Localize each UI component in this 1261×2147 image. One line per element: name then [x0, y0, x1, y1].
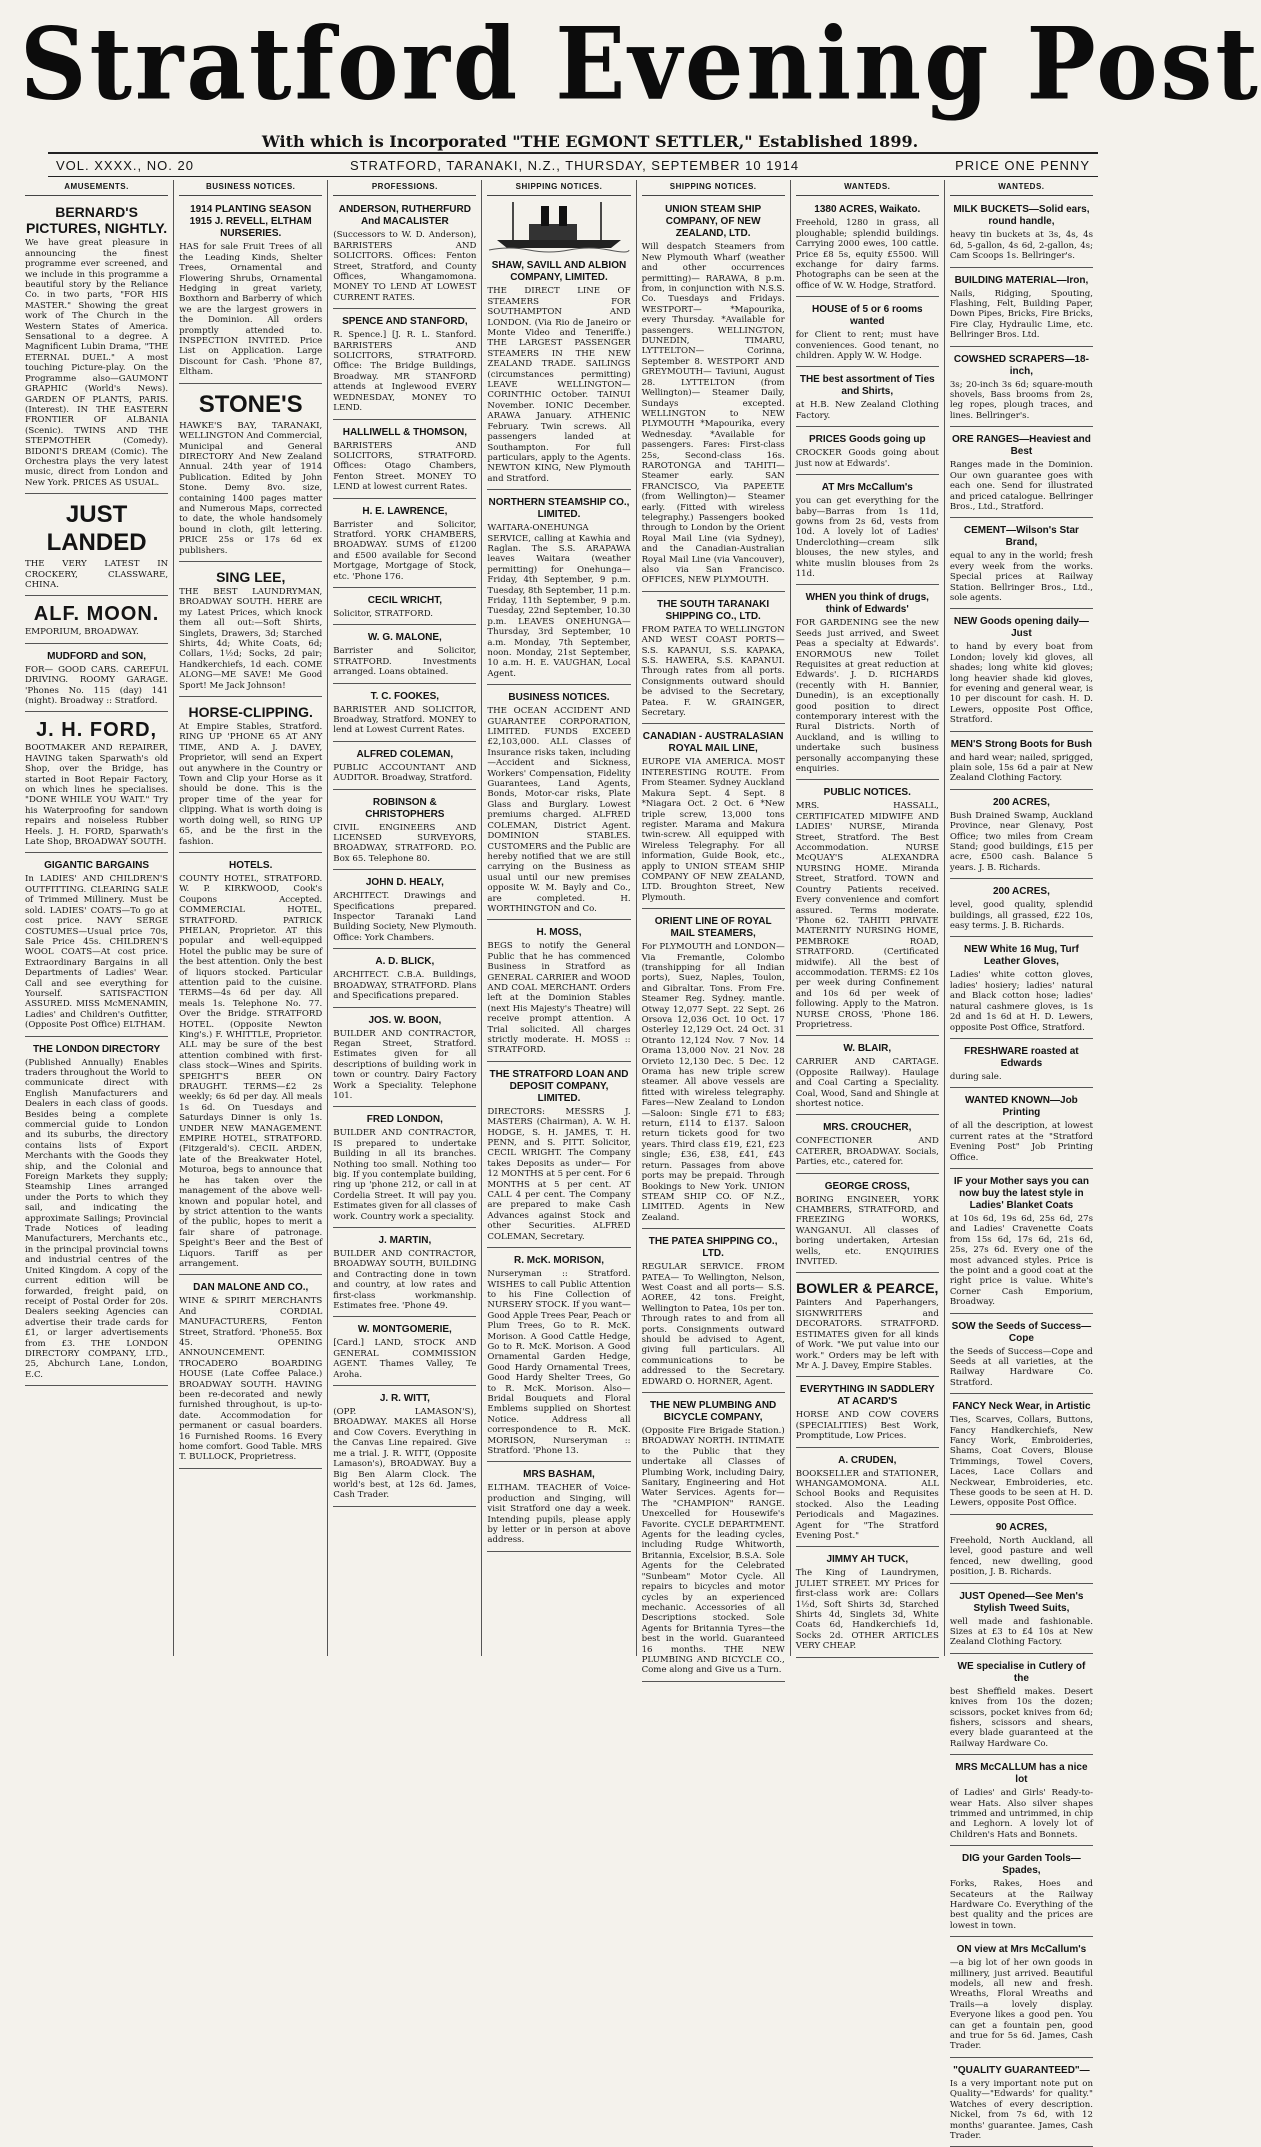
advertisement-heading: ORIENT LINE OF ROYAL MAIL STEAMERS, — [654, 916, 772, 940]
advertisement — [796, 783, 939, 1036]
advertisement-heading: UNION STEAM SHIP COMPANY, OF NEW ZEALAND, LTD. — [665, 204, 762, 240]
advertisement — [333, 952, 476, 1007]
advertisement-heading: SPENCE AND STANFORD, — [342, 316, 468, 328]
advertisement-heading: DIG your Garden Tools—Spades, — [962, 1853, 1081, 1877]
advertisement-heading: DAN MALONE AND CO., — [193, 1282, 309, 1294]
advertisement-body: Ranges made in the Dominion. Our own guarantee goes with each one. Send for illustrated and priced catalogue. Bellringer Bros., Ltd., Stratford. — [949, 460, 1093, 512]
advertisement-heading: NORTHERN STEAMSHIP CO., LIMITED. — [488, 497, 630, 521]
advertisement-heading: A. CRUDEN, — [838, 1454, 897, 1466]
advertisement — [487, 1251, 630, 1462]
advertisement-body: and hard wear; nailed, sprigged, plain sole, 15s 6d a pair at New Zealand Clothing Factory. — [949, 752, 1093, 784]
advertisement-body: ELTHAM. TEACHER of Voice-production and Singing, will visit Stratford one day a week. Intending pupils, please apply by letter or in person at above address. — [487, 1483, 631, 1546]
advertisement — [950, 1657, 1093, 1755]
advertisement — [796, 478, 939, 585]
advertisement — [333, 502, 476, 588]
advertisement-body: of Ladies' and Girls' Ready-to-wear Hats. Also silver shapes trimmed and untrimmed, in chip and Leghorn. A lovely lot of Children's Hats and Bonnets. — [949, 1788, 1093, 1840]
advertisement — [796, 1380, 939, 1447]
advertisement — [796, 1550, 939, 1657]
advertisement-body: Nails, Ridging, Spouting, Flashing, Felt, Building Paper, Down Pipes, Bricks, Fire Bricks, Fire Clay, Hydraulic Lime, etc. Bellringer Bros. Ltd. — [949, 288, 1093, 341]
column-heading: WANTEDS. — [950, 180, 1093, 196]
advertisement — [642, 727, 785, 909]
advertisement-body: EUROPE VIA AMERICA. MOST INTERESTING ROUTE. From From Steamer. Sydney Auckland Makura Sept. 4 Sept. 8 *Niagara Oct. 2 Oct. 6 *New triple screw, 13,000 tons register. Marama and Makura twin-screw. All equipped with Wireless Telegraphy. For all information, Guide Book, etc., apply to UNION STEAM SHIP COMPANY OF NEW ZEALAND, LTD. Broughton Street, New Plymouth. — [641, 757, 785, 903]
advertisement — [179, 387, 322, 562]
volume-number: VOL. XXXX., NO. 20 — [56, 157, 194, 173]
column-7 — [945, 180, 1098, 2141]
advertisement-body: WINE & SPIRIT MERCHANTS And CORDIAL MANUFACTURERS, Fenton Street, Stratford. 'Phone55. Box 45. OPENING ANNOUNCEMENT. TROCADERO BOARDING HOUSE (Late Coffee Palace.) BROADWAY SOUTH. HAVING been re-decorated and newly furnished throughout, is up-to-date. Accommodation for permanent or casual boarders. 16 Furnished Rooms. 16 Every home comfort. Good Table. MRS T. BULLOCK, Proprietress. — [179, 1296, 323, 1463]
advertisement — [333, 1011, 476, 1108]
advertisement — [642, 200, 785, 591]
advertisement — [179, 565, 322, 697]
advertisement-body: Solicitor, STRATFORD. — [333, 608, 434, 619]
advertisement — [796, 588, 939, 780]
advertisement-body: of all the description, at lowest current rates at the "Stratford Evening Post" Job Printing Office. — [949, 1121, 1093, 1163]
advertisement-body: to hand by every boat from London; lovely kid gloves, all shades; long white kid gloves; long heavier shade kid gloves, for evening and general wear, is 10 per discount for cash. H. D. Lewers, opposite Post Office, Stratford. — [949, 642, 1093, 726]
advertisement — [950, 1091, 1093, 1169]
advertisement — [333, 873, 476, 949]
advertisement-body: Freehold, North Auckland, all level, good pasture and well fenced, new dwelling, good position, J. B. Richards. — [949, 1535, 1093, 1578]
advertisement — [950, 882, 1093, 937]
advertisement — [796, 1039, 939, 1115]
advertisement-heading: THE SOUTH TARANAKI SHIPPING CO., LTD. — [657, 598, 770, 622]
advertisement-heading: A. D. BLICK, — [375, 956, 435, 968]
advertisement — [950, 793, 1093, 879]
advertisement-heading: 200 ACRES, — [992, 886, 1050, 898]
advertisement-body: BUILDER AND CONTRACTOR, BROADWAY SOUTH, BUILDING and Contracting done in town and country, at low rates and first-class workmanship. Estimates free. 'Phone 49. — [333, 1249, 477, 1312]
advertisement-body: BOOKSELLER and STATIONER, WHANGAMOMONA. ALL School Books and Requisites stocked. Also the Leading Periodicals and Magazines. Agent for "The Stratford Evening Post." — [795, 1468, 939, 1541]
advertisement-body: Ladies' white cotton gloves, ladies' hosiery; ladies' natural and Black cotton hose; ladies' natural cashmere gloves, is 1s 2d and 1s 6d at H. D. Lewers, opposite Post Office, Stratford. — [949, 970, 1093, 1033]
advertisement-body: —a big lot of her own goods in millinery, just arrived. Beautiful models, all new and fresh. Wreaths, Floral Wreaths and Trails—a lovely display. Everyone likes a good pen. You can get a fountain pen, good and true for 5s 6d. James, Cash Trader. — [949, 1958, 1093, 2052]
advertisement-heading: HORSE-CLIPPING. — [188, 704, 313, 721]
advertisement — [25, 856, 168, 1036]
advertisement-heading: HALLIWELL & THOMSON, — [342, 426, 467, 438]
advertisement-heading: JUST Opened—See Men's Stylish Tweed Suits, — [959, 1590, 1084, 1614]
advertisement — [796, 300, 939, 367]
advertisement-body: FOR— GOOD CARS. CAREFUL DRIVING. ROOMY GARAGE. 'Phones No. 115 (day) 141 (night). Broadway :: Stratford. — [25, 664, 169, 706]
advertisement — [333, 1320, 476, 1386]
advertisement — [25, 715, 168, 853]
advertisement — [950, 1849, 1093, 1937]
advertisement-heading: MRS. CROUCHER, — [823, 1122, 912, 1134]
advertisement-body: Barrister and Solicitor, STRATFORD. Investments arranged. Loans obtained. — [333, 646, 477, 678]
advertisement — [950, 940, 1093, 1038]
advertisement-body: BARRISTER AND SOLICITOR, Broadway, Stratford. MONEY to lend at Lowest Current Rates. — [333, 704, 477, 736]
advertisement — [796, 1118, 939, 1173]
advertisement-body: The King of Laundrymen, JULIET STREET. MY Prices for first-class work are: Collars 1½d, Soft Shirts 3d, Starched Shirts 4d, Singlets 3d, White Coats 6d, Handkerchiefs 1d, Socks 2d. OTHER ARTICLES VERY CHEAP. — [795, 1568, 939, 1652]
advertisement — [333, 1110, 476, 1228]
advertisement-body: Is a very important note put on Quality—"Edwards' for quality." Watches of every description. Nickel, from 7s 6d, with 12 months' guarantee. James, Cash Trader. — [949, 2078, 1093, 2141]
advertisement-body: HORSE AND COW COVERS (SPECIALITIES) Best Work, Promptitude, Low Prices. — [795, 1410, 939, 1442]
advertisement-body: the Seeds of Success—Cope and Seeds at all varieties, at the Railway Hardware Co. Stratford. — [949, 1346, 1093, 1388]
advertisement-body: at 10s 6d, 19s 6d, 25s 6d, 27s and Ladies' Cravenette Coats from 15s 6d, 17s 6d, 21s 6d, 25s, 27s 6d. Every one of the most advanced styles. Price is the point and a good coat at the right price is value. White's Corner Cash Emporium, Broadway. — [949, 1213, 1093, 1308]
advertisement-heading: HOUSE of 5 or 6 rooms wanted — [811, 304, 923, 328]
advertisement-heading: MILK BUCKETS—Solid ears, round handle, — [953, 204, 1090, 228]
advertisement-body: Freehold, 1280 in grass, all ploughable; splendid buildings. Carrying 2000 ewes, 100 cattle. Price £8 5s, equity £5500. Will exchange for dairy farms. Photographs can be seen at the office of W. W. Hodge, Stratford. — [795, 218, 939, 291]
advertisement — [487, 688, 630, 920]
newspaper-columns — [20, 180, 1098, 2141]
column-heading: PROFESSIONS. — [333, 180, 476, 196]
advertisement-heading: R. McK. MORISON, — [513, 1255, 604, 1267]
advertisement-heading: JOHN D. HEALY, — [365, 877, 444, 889]
column-heading: SHIPPING NOTICES. — [642, 180, 785, 196]
advertisement-heading: JUST LANDED — [46, 501, 147, 557]
advertisement-body: (Successors to W. D. Anderson), BARRISTERS AND SOLICITORS. Offices: Fenton Street, Stratford, and County Offices, Whangamomona. MONEY TO LEND AT LOWEST CURRENT RATES. — [333, 230, 477, 303]
advertisement — [796, 1451, 939, 1548]
advertisement-heading: T. C. FOOKES, — [370, 690, 440, 702]
column-4 — [482, 180, 636, 1656]
column-heading: WANTEDS. — [796, 180, 939, 196]
advertisement-heading: W. BLAIR, — [843, 1043, 892, 1055]
advertisement-heading: J. H. FORD, — [36, 719, 158, 742]
advertisement-body: ARCHITECT. Drawings and Specifications prepared. Inspector Taranaki Land Building Society, New Plymouth. Office: York Chambers. — [333, 891, 477, 943]
advertisement-heading: GEORGE CROSS, — [824, 1180, 910, 1192]
advertisement-heading: JIMMY AH TUCK, — [826, 1554, 909, 1566]
advertisement — [796, 200, 939, 297]
advertisement-body: BARRISTERS AND SOLICITORS, STRATFORD. Offices: Otago Chambers, Fenton Street. MONEY TO LEND at lowest current Rates. — [333, 440, 477, 493]
advertisement-heading: GIGANTIC BARGAINS — [44, 860, 150, 872]
advertisement-body: CROCKER Goods going about just now at Edwards'. — [795, 448, 939, 469]
advertisement-body: BUILDER AND CONTRACTOR, IS prepared to undertake Building in all its branches. Nothing too small. Nothing too big. If you contemplate building, ring up 'phone 212, or call in at Cordelia Street. It will pay you. Estimates given for all classes of work. Country work a speciality. — [333, 1128, 477, 1222]
advertisement — [950, 350, 1093, 428]
advertisement-heading: ALF. MOON. — [33, 603, 160, 626]
advertisement-body: THE VERY LATEST IN CROCKERY, CLASSWARE, CHINA. — [25, 559, 169, 590]
advertisement-body: Forks, Rakes, Hoes and Secateurs at the Railway Hardware Co. Everything of the best quality and the prices are lowest in town. — [949, 1879, 1093, 1931]
advertisement — [25, 200, 168, 494]
advertisement-heading: STONE'S — [198, 390, 303, 418]
advertisement — [333, 745, 476, 790]
advertisement-body: Will despatch Steamers from New Plymouth Wharf (weather and other occurrences permitting)— RARAWA, 8 p.m. from, in conjunction with N.S.S. Co. Tuesdays and Fridays. WESTPORT— *Mapourika, every Thursday. *Available for passengers. WELLINGTON, DUNEDIN, TIMARU, LYTTELTON— Corinna, September 8. WESTPORT AND GREYMOUTH— Taviuni, August 28. LYTTELTON (from Wellington)— Steamer Daily, Sundays excepted. WELLINGTON to NEW PLYMOUTH *Mapourika, every Wednesday. *Available for passengers. Fares: First-class 25s, Second-class 16s. RAROTONGA and TAHITI— Steamer early. SAN FRANCISCO, Via PAPEETE (from Wellington)— Steamer early. (Fitted with wireless telegraphy.) Passengers booked through to London by the Orient Royal Mail Line (via Sydney), and the Canadian-Australian Royal Mail Line (via Vancouver), also via San Francisco. OFFICES, NEW PLYMOUTH. — [641, 242, 785, 586]
advertisement-body: (Opposite Fire Brigade Station.) BROADWAY NORTH. INTIMATE to the Public that they undertake all Classes of Plumbing Work, including Dairy, Sanitary, Engineering and Hot Water Services. Agents for— The "CHAMPION" RANGE. Unexcelled for Housewife's Favorite. CYCLE DEPARTMENT. Agents for the leading cycles, including Rudge Whitworth, Britannia, Excelsior, B.S.A. Sole Agents for the Celebrated "Sunbeam" Motor Cycle. All repairs to bicycles and motor cycles by an experienced mechanic. Accessories of all Descriptions stocked. Sole Agents for Britannia Tyres—the best in the world. Guaranteed 16 months. THE NEW PLUMBING AND BICYCLE CO., Come along and Give us a Turn. — [641, 1426, 785, 1676]
advertisement-body: (Published Annually) Enables traders throughout the World to communicate direct with English Manufacturers and Dealers in each class of goods. Besides being a complete commercial guide to London and its suburbs, the directory contains lists of Export Merchants with the Goods they ship, and the Colonial and Foreign Markets they supply; Steamship Lines arranged under the Ports to which they sail, and indicating the approximate Sailings; Provincial Trade Notices of leading Manufacturers, Merchants etc., in the principal provincial towns and industrial centres of the United Kingdom. A copy of the current edition will be forwarded, freight paid, on receipt of Postal Order for 20s. Dealers seeking Agencies can advertise their trade cards for £1, or larger advertisements from £3. THE LONDON DIRECTORY COMPANY, LTD., 25, Abchurch Lane, London, E.C. — [25, 1057, 169, 1380]
advertisement-heading: SHAW, SAVILL AND ALBION COMPANY, LIMITED. — [491, 260, 627, 284]
advertisement-heading: NEW Goods opening daily—Just — [953, 616, 1089, 640]
advertisement-heading: THE STRATFORD LOAN AND DEPOSIT COMPANY, LIMITED. — [489, 1068, 629, 1104]
advertisement — [950, 1518, 1093, 1584]
advertisement — [487, 923, 630, 1061]
advertisement — [333, 1389, 476, 1507]
advertisement-body: Nurseryman :: Stratford. WISHES to call Public Attention to his Fine Collection of NURSERY STOCK. If you want— Good Apple Trees Pear, Peach or Plum Trees, Go to R. McK. Morison. A Good Cattle Hedge, Go to R. McK. Morison. A Good Ornamental Garden Hedge, Good Hardy Ornamental Trees, Good Hardy Shelter Trees, Go to R. McK. Morison. Also— Bridal Bouquets and Floral Emblems supplied on Shortest Notice. Address all correspondence to R. McK. MORISON, Nurseryman :: Stratford. 'Phone 13. — [487, 1269, 631, 1456]
advertisement-body: 3s; 20-inch 3s 6d; square-mouth shovels, Bass brooms from 2s, leg ropes, plough traces, and lines. Bellringer's. — [949, 379, 1093, 421]
advertisement — [25, 599, 168, 643]
advertisement-heading: NEW White 16 Mug, Turf Leather Gloves, — [964, 944, 1079, 968]
advertisement-body: We have great pleasure in announcing the finest programme ever screened, and we include in this programme a beautiful story by the Reliance Co. in two parts, "FOR HIS MASTER." Showing the great work of The Church in the Western States of America. Sensational to a degree. A Magnificent Lubin Drama, "THE ETERNAL DUEL." A most touching Picture-play. On the Programme also—GAUMONT GRAPHIC (World's News). GARDEN OF PLANTS, PARIS. (Interest). IN THE EASTERN FRONTIER OF ALBANIA (Scenic). TWINS AND THE STEPMOTHER (Comedy). BIDONI'S DREAM (Comic). The Orchestra plays the very latest music, direct from London and New York. PRICES AS USUAL. — [25, 238, 169, 488]
advertisement-body: HAS for sale Fruit Trees of all the Leading Kinds, Shelter Trees, Ornamental and Flowering Shrubs, Ornamental Hedging in great variety, Boxthorn and Barberry of which we are the largest growers in the Dominion. All orders promptly attended to. INSPECTION INVITED. Price List on Application. Large Discount for Cash. 'Phone 87, Eltham. — [179, 242, 323, 378]
column-heading: BUSINESS NOTICES. — [179, 180, 322, 196]
advertisement — [950, 200, 1093, 267]
advertisement — [950, 735, 1093, 790]
advertisement-heading: BUSINESS NOTICES. — [508, 692, 610, 704]
column-3 — [328, 180, 482, 1656]
advertisement-body: Barrister and Solicitor, Stratford. YORK CHAMBERS, BROADWAY. SUMS of £1200 and £500 available for Second Mortgage, Mortgage of Stock, etc. 'Phone 176. — [333, 519, 477, 582]
advertisement-heading: EVERYTHING IN SADDLERY AT ACARD'S — [799, 1384, 935, 1408]
advertisement — [25, 497, 168, 596]
advertisement-body: during sale. — [949, 1071, 1002, 1082]
advertisement-body: DIRECTORS: MESSRS J. MASTERS (Chairman), A. W. H. HODGE, S. H. JAMES, T. H. PENN, and S. PITT. Solicitor, CECIL WRIGHT. The Company takes Deposits as under— For 12 MONTHS at 5 per cent. For 6 MONTHS at 5 per cent. AT CALL 4 per cent. The Company are prepared to make Cash Advances against Stock and other Securities. ALFRED COLEMAN, Secretary. — [487, 1106, 631, 1242]
advertisement-body: FOR GARDENING see the new Seeds just arrived, and Sweet Peas a specialty at Edwards'. ENORMOUS new Toilet Requisites at great reduction at Edwards'. J. D. RICHARDS (recently with H. Bannier, Dunedin), is an exceptionally good position to direct contemporary interest with the Rural Districts. North of Auckland, and is willing to undertake such business personally accompanying these enquiries. — [795, 618, 939, 775]
price: PRICE ONE PENNY — [955, 157, 1090, 173]
advertisement-heading: MUDFORD and SON, — [47, 650, 147, 662]
advertisement-heading: ORE RANGES—Heaviest and Best — [951, 434, 1091, 458]
advertisement-heading: CEMENT—Wilson's Star Brand, — [963, 525, 1079, 549]
advertisement — [642, 1232, 785, 1393]
advertisement — [950, 521, 1093, 609]
advertisement-heading: SOW the Seeds of Success—Cope — [951, 1320, 1092, 1344]
masthead-subtitle: With which is Incorporated "THE EGMONT SETTLER," Established 1899. — [261, 132, 919, 151]
advertisement-heading: "QUALITY GUARANTEED"— — [953, 2064, 1090, 2076]
advertisement-heading: THE best assortment of Ties and Shirts, — [799, 374, 935, 398]
advertisement-body: In LADIES' AND CHILDREN'S OUTFITTING. CLEARING SALE of Trimmed Millinery. Must be sold. LADIES' COATS—To go at cost price. NAVY SERGE COSTUMES—Usual price 70s, Sale Price 45s. CHILDREN'S WOOL COATS—At cost price. Extraordinary Bargains in all Departments of Ladies' Wear. Call and see everything for Yourself. SATISFACTION ASSURED. MISS McMENAMIN, Ladies' and Children's Outfitter, (Opposite Post Office) ELTHAM. — [25, 874, 169, 1031]
advertisement-body: for Client to rent; must have conveniences. Good tenant, no children. Apply W. W. Hodge. — [795, 330, 939, 362]
advertisement-heading: MRS BASHAM, — [523, 1469, 595, 1481]
column-2 — [174, 180, 328, 1656]
advertisement-heading: THE LONDON DIRECTORY — [32, 1043, 161, 1055]
advertisement — [950, 1317, 1093, 1395]
advertisement-body: at H.B. New Zealand Clothing Factory. — [795, 400, 939, 421]
column-heading: AMUSEMENTS. — [25, 180, 168, 196]
advertisement-heading: WANTED KNOWN—Job Printing — [965, 1095, 1078, 1119]
advertisement-heading: JOS. W. BOON, — [368, 1014, 442, 1026]
advertisement — [333, 200, 476, 309]
advertisement-body: At Empire Stables, Stratford. RING UP 'PHONE 65 AT ANY TIME, AND A. J. DAVEY, Proprietor, will send an Expert out anywhere in the Country or Town and Clip your Horse as it should be done. This is the proper time of the year for clipping. What is worth doing is worth doing well, so RING UP 65, and be the first in the fashion. — [179, 722, 323, 847]
advertisement-body: Bush Drained Swamp, Auckland Province, near Glenavy, Post Office; two miles from Cream Stand; good buildings, £15 per acre, £500 cash. Balance 5 years. J. B. Richards. — [949, 810, 1093, 873]
advertisement-heading: J. R. WITT, — [379, 1393, 430, 1405]
advertisement — [25, 1040, 168, 1387]
advertisement-body: FROM PATEA TO WELLINGTON AND WEST COAST PORTS— S.S. KAPANUI, S.S. KAPAKA, S.S. HAWERA, S.S. KAPANUI. Through rates from all ports. Consignments outward should be advised to the Secretary, Patea. F. W. GRAINGER, Secretary. — [641, 624, 785, 719]
advertisement — [333, 591, 476, 625]
steamship-illustration — [487, 200, 630, 252]
advertisement — [796, 370, 939, 427]
advertisement — [179, 200, 322, 383]
advertisement-body: BOOTMAKER AND REPAIRER, HAVING taken Sparwath's old Shop, over the Bridge, has started in Boot Repair Factory, on which lines he specialises. "DONE WHILE YOU WAIT." Try his Waterproofing for sandown repairs and noiseless Rubber Heels. J. H. FORD, Sparwath's Late Shop, BROADWAY SOUTH. — [25, 743, 169, 848]
advertisement-heading: THE PATEA SHIPPING CO., LTD. — [648, 1236, 778, 1260]
advertisement — [950, 1397, 1093, 1515]
advertisement-body: you can get everything for the baby—Barras from 1s 11d, gowns from 2s 6d, vests from 10d. A lovely lot of Ladies' Underclothing—cream silk blouses, the new styles, and white muslin blouses from 2s 11d. — [795, 496, 939, 579]
advertisement-body: level, good quality, splendid buildings, all grassed, £22 10s, easy terms. J. B. Richards. — [949, 900, 1093, 932]
advertisement — [333, 312, 476, 419]
column-1 — [20, 180, 174, 1656]
advertisement — [487, 1465, 630, 1551]
advertisement-body: THE OCEAN ACCIDENT AND GUARANTEE CORPORATION, LIMITED. FUNDS EXCEED £2,103,000. ALL Classes of Insurance risks taken, including—Accident and Sickness, Workers' Compensation, Fidelity Guarantees, Land Agents, Bonds, Motor-car risks, Plate Glass and Burglary. Lowest premiums charged. ALFRED COLEMAN, District Agent. DOMINION STABLES. CUSTOMERS and the Public are hereby notified that we are still carrying on the Business as usual until our new premises opposite W. M. Bayly and Co., are completed. H. WORTHINGTON and Co. — [487, 706, 631, 914]
advertisement — [487, 256, 630, 490]
advertisement-body: COUNTY HOTEL, STRATFORD. W. P. KIRKWOOD, Cook's Coupons Accepted. COMMERCIAL HOTEL, STRATFORD. PATRICK PHELAN, Proprietor. AT this popular and well-equipped Hotel the public may be sure of the best attention. Only the best of liquors stocked. Particular attention paid to the cuisine. TERMS—4s 6d per day. All meals 1s. Telephone No. 77. Over the Bridge. STRATFORD HOTEL. (Opposite Newton King's.) F. WHITTLE, Proprietor. ALL may be sure of the best attention combined with first-class stock—Wines and Spirits. SPEIGHT'S BEER ON DRAUGHT. TERMS—£2 2s weekly; 6s 6d per day. All meals 1s 6d. On Tuesdays and Saturdays Dinner is only 1s. UNDER NEW MANAGEMENT. EMPIRE HOTEL, STRATFORD. (Fitzgerald's). CECIL ARDEN, late of the Breakwater Hotel, Moturoa, begs to announce that he has taken over the management of the above well-known and popular hotel, and by strict attention to the wants of the public, hopes to merit a fair share of patronage. Speight's Beer and the Best of Liquors. Tariff as per arrangement. — [179, 873, 323, 1269]
column-6 — [791, 180, 945, 1656]
place-date: STRATFORD, TARANAKI, N.Z., THURSDAY, SEPTEMBER 10 1914 — [349, 157, 800, 173]
advertisement — [333, 628, 476, 683]
advertisement-body: heavy tin buckets at 3s, 4s, 4s 6d, 5-gallon, 4s 6d, 2-gallon, 4s; Cam Scoops 1s. Bellringer's. — [949, 230, 1093, 262]
advertisement-body: equal to any in the world; fresh every week from the works. Special prices at Railway Station. Bellringer Bros., Ltd., sole agents. — [949, 551, 1093, 603]
advertisement-body: (OPP. LAMASON'S), BROADWAY. MAKES all Horse and Cow Covers. Everything in the Canvas Line repaired. Give me a trial. J. R. WITT, (Opposite Lamason's), BROADWAY. Buy a Big Ben Alarm Clock. The world's best, at 12s 6d. James, Cash Trader. — [333, 1407, 477, 1501]
column-5 — [637, 180, 791, 1676]
advertisement-heading: AT Mrs McCallum's — [821, 482, 913, 494]
advertisement-heading: H. MOSS, — [536, 927, 582, 939]
advertisement — [796, 1177, 939, 1274]
advertisement-heading: H. E. LAWRENCE, — [362, 505, 448, 517]
advertisement-body: [Card.] LAND, STOCK AND GENERAL COMMISSION AGENT. Thames Valley, Te Aroha. — [333, 1338, 477, 1380]
advertisement-heading: ANDERSON, RUTHERFURD And MACALISTER — [338, 204, 471, 228]
advertisement-heading: 1380 ACRES, Waikato. — [814, 204, 921, 216]
advertisement-heading: 90 ACRES, — [995, 1521, 1048, 1533]
advertisement-heading: THE NEW PLUMBING AND BICYCLE COMPANY, — [649, 1400, 777, 1423]
advertisement — [796, 1276, 939, 1377]
advertisement — [25, 647, 168, 713]
advertisement-body: well made and fashionable. Sizes at £3 to £4 10s at New Zealand Clothing Factory. — [949, 1616, 1093, 1648]
newspaper-title: Stratford Evening Post — [20, 5, 1261, 123]
advertisement-body: CONFECTIONER AND CATERER, BROADWAY. Socials, Parties, etc., catered for. — [795, 1136, 939, 1168]
advertisement-heading: MEN'S Strong Boots for Bush — [950, 738, 1093, 750]
advertisement — [487, 493, 630, 685]
advertisement-body: ARCHITECT. C.B.A. Buildings, BROADWAY, STRATFORD. Plans and Specifications prepared. — [333, 970, 477, 1002]
advertisement-body: Painters And Paperhangers, SIGNWRITERS and DECORATORS. STRATFORD. ESTIMATES given for all kinds of Work. "We put value into our work." Orders may be left with Mr A. J. Davey, Empire Stables. — [795, 1298, 939, 1371]
advertisement — [950, 612, 1093, 731]
advertisement-heading: W. G. MALONE, — [367, 632, 442, 644]
advertisement-heading: ROBINSON & CHRISTOPHERS — [365, 796, 445, 820]
advertisement-heading: BERNARD'S PICTURES, NIGHTLY. — [26, 204, 168, 237]
advertisement-body: R. Spence.] [J. R. L. Stanford. BARRISTERS AND SOLICITORS, STRATFORD. Office: The Bridge Buildings, Broadway. MR STANFORD attends at Inglewood EVERY WEDNESDAY, MONEY TO LEND. — [333, 330, 477, 414]
advertisement — [333, 423, 476, 499]
advertisement-heading: WHEN you think of drugs, think of Edwards' — [805, 592, 929, 616]
advertisement-heading: PUBLIC NOTICES. — [823, 787, 911, 799]
advertisement — [950, 2061, 1093, 2147]
advertisement-body: WAITARA-ONEHUNGA SERVICE, calling at Kawhia and Raglan. The S.S. ARAPAWA leaves Waitara (weather permitting) for Onehunga— Friday, 4th September, 9 p.m. Tuesday, 8th September, 11 p.m. Friday, 11th September, 9 p.m. Tuesday, 22nd September, 10.30 p.m. LEAVES ONEHUNGA— Thursday, 3rd September, 10 a.m. Monday, 7th September, noon. Monday, 21st September, 10 a.m. H. E. VAUGHAN, Local Agent. — [487, 523, 631, 679]
advertisement — [179, 856, 322, 1275]
advertisement-heading: ALFRED COLEMAN, — [356, 748, 454, 760]
advertisement-heading: ON view at Mrs McCallum's — [956, 1944, 1087, 1956]
advertisement — [796, 430, 939, 475]
advertisement-heading: COWSHED SCRAPERS—18-inch, — [953, 353, 1089, 377]
advertisement — [950, 271, 1093, 347]
advertisement-heading: IF your Mother says you can now buy the latest style in Ladies' Blanket Coats — [953, 1175, 1089, 1211]
advertisement-heading: W. MONTGOMERIE, — [357, 1324, 452, 1336]
advertisement-heading: WE specialise in Cutlery of the — [957, 1660, 1086, 1684]
advertisement-body: Ties, Scarves, Collars, Buttons, Fancy Handkerchiefs, New Fancy Work, Embroideries, Shams, Coat Covers, Blouse Trimmings, Towel Covers, Laces, Lace Collars and Neckwear, Embroideries, etc. These goods to be seen at H. D. Lewers, opposite Post Office. — [949, 1415, 1093, 1509]
advertisement — [642, 595, 785, 725]
advertisement-body: BUILDER AND CONTRACTOR, Regan Street, Stratford. Estimates given for all descriptions of building work in town or country. Dairy Factory Work a Speciality. Telephone 101. — [333, 1028, 477, 1101]
advertisement-body: HAWKE'S BAY, TARANAKI, WELLINGTON And Commercial, Municipal and General DIRECTORY And New Zealand Annual. 24th year of 1914 Publication. Edited by John Stone. Demy 8vo. size, containing 1400 pages matter and Numerous Maps, corrected to date, the whole handsomely bound in cloth, gilt lettering. PRICE 25s or 17s 6d ex publishers. — [179, 420, 323, 556]
advertisement-body: BORING ENGINEER, YORK CHAMBERS, STRATFORD, and FREEZING WORKS, WANGANUI. All classes of boring undertaken, Artesian wells, etc. ENQUIRIES INVITED. — [795, 1194, 939, 1268]
advertisement-body: For PLYMOUTH and LONDON—Via Fremantle, Colombo (transhipping for all Indian ports), Suez, Naples, Toulon, and Gibraltar. Tons. From Fre. Steamer Reg. Sydney. mantle. Otway 12,077 Sept. 22 Sept. 26 Orsova 12,036 Oct. 10 Oct. 17 Osterley 12,129 Oct. 24 Oct. 31 Otranto 12,124 Nov. 7 Nov. 14 Orama 13,000 Nov. 21 Nov. 28 Orvieto 12,130 Dec. 5 Dec. 12 Orama has new triple screw steamer. All above vessels are fitted with wireless telegraphy. Fares—New Zealand to London—Saloon: Single £71 to £83; return, £114 to £137. Saloon return tickets good for two years. Third class £19, £21, £23 single; £36, £38, £41, £43 return. Passages from above ports may be prepaid. Through Bookings to New York. UNION STEAM SHIP CO. OF N.Z., LIMITED. Agents in New Zealand. — [641, 942, 785, 1223]
advertisement-body: THE BEST LAUNDRYMAN, BROADWAY SOUTH. HERE are my Latest Prices, which knock them all out:—Soft Shirts, Singlets, Drawers, 3d; Starched Shirts, 4d; White Coats, 6d; Collars, 1½d; Socks, 2d pair; Handkerchiefs, 1d each. COME ALONG—ME SAVE! Me Good Sport! Me Jack Johnson! — [179, 586, 323, 691]
advertisement-heading: FRED LONDON, — [366, 1114, 443, 1126]
advertisement — [950, 1587, 1093, 1654]
advertisement-heading: BUILDING MATERIAL—Iron, — [954, 274, 1089, 286]
advertisement-heading: CANADIAN - AUSTRALASIAN ROYAL MAIL LINE, — [642, 731, 784, 755]
advertisement — [642, 1396, 785, 1682]
advertisement — [950, 1940, 1093, 2058]
advertisement — [487, 1065, 630, 1248]
advertisement-body: PUBLIC ACCOUNTANT AND AUDITOR. Broadway, Stratford. — [333, 762, 477, 784]
advertisement-heading: SING LEE, — [216, 568, 286, 585]
advertisement — [950, 430, 1093, 518]
advertisement-heading: CECIL WRICHT, — [367, 594, 442, 606]
masthead — [20, 5, 1261, 128]
advertisement — [333, 1231, 476, 1317]
issue-line — [48, 152, 1098, 177]
advertisement — [333, 687, 476, 742]
advertisement-body: BEGS to notify the General Public that he has commenced Business in Stratford as GENERAL CARRIER and WOOD AND COAL MERCHANT. Orders left at the Dominion Stables (next His Majesty's Theatre) will receive prompt attention. A Trial solicited. All charges strictly moderate. H. MOSS :: STRATFORD. — [487, 941, 631, 1056]
advertisement — [950, 1758, 1093, 1846]
advertisement — [179, 1278, 322, 1469]
advertisement-body: best Sheffield makes. Desert knives from 10s the dozen; scissors, pocket knives from 6d; fishers, scissors and shears, every blade guaranteed at the Railway Hardware Co. — [949, 1686, 1093, 1749]
advertisement-heading: PRICES Goods going up — [808, 434, 926, 446]
advertisement-heading: MRS McCALLUM has a nice lot — [955, 1762, 1088, 1786]
advertisement — [179, 700, 322, 853]
column-heading: SHIPPING NOTICES. — [487, 180, 630, 196]
advertisement-heading: HOTELS. — [229, 859, 273, 871]
advertisement-heading: FRESHWARE roasted at Edwards — [964, 1045, 1079, 1069]
advertisement-heading: J. MARTIN, — [378, 1235, 432, 1246]
advertisement-body: EMPORIUM, BROADWAY. — [25, 627, 139, 638]
advertisement — [950, 1172, 1093, 1314]
advertisement-heading: 200 ACRES, — [992, 796, 1050, 808]
advertisement — [950, 1042, 1093, 1088]
advertisement-heading: 1914 PLANTING SEASON 1915 J. REVELL, ELTHAM NURSERIES. — [189, 204, 312, 240]
advertisement — [642, 912, 785, 1229]
advertisement-body: MRS. HASSALL, CERTIFICATED MIDWIFE AND LADIES' NURSE, Miranda Street, Stratford. The Best Accommodation. NURSE McQUAY'S ALEXANDRA NURSING HOME. Miranda Street, Stratford. TOWN and Country Patients received. Every convenience and comfort assured. Terms moderate. 'Phone 62. TAHITI PRIVATE MATERNITY NURSING HOME, PEMBROKE ROAD, STRATFORD. (Certificated midwife). All the best of accommodation. TERMS: £2 10s per week during Confinement and 10s 6d per week of following. Apply to the Matron. NURSE CROSS, 'Phone 186. Proprietress. — [795, 801, 939, 1030]
advertisement — [333, 793, 476, 871]
advertisement-body: REGULAR SERVICE. FROM PATEA— To Wellington, Nelson, West Coast and all ports— S.S. AOREE, 42 tons. Freight, Wellington to Patea, 10s per ton. Through rates to and from all ports. Consignments outward should be advised to Agent, giving full particulars. All communications to be addressed to the Secretary. EDWARD O. HORNER, Agent. — [641, 1262, 785, 1387]
advertisement-body: CARRIER AND CARTAGE. (Opposite Railway). Haulage and Coal Carting a Speciality. Coal, Wood, Sand and Shingle at shortest notice. — [795, 1057, 939, 1109]
advertisement-body: CIVIL ENGINEERS AND LICENSED SURVEYORS, BROADWAY, STRATFORD. P.O. Box 65. Telephone 80. — [333, 822, 477, 864]
advertisement-heading: BOWLER & PEARCE, — [796, 1280, 939, 1297]
advertisement-body: THE DIRECT LINE OF STEAMERS FOR SOUTHAMPTON AND LONDON. (Via Rio de Janeiro or Monte Video and Teneriffe.) THE LARGEST PASSENGER STEAMERS IN THE NEW ZEALAND TRADE. SAILINGS (circumstances permitting) LEAVE WELLINGTON— CORINTHIC October. TAINUI November. IONIC December. ARAWA January. ATHENIC February. Twin screws. All passengers landed at Southampton. For full particulars, apply to the Agents. NEWTON KING, New Plymouth and Stratford. — [487, 286, 631, 484]
advertisement-heading: FANCY Neck Wear, in Artistic — [952, 1401, 1091, 1413]
